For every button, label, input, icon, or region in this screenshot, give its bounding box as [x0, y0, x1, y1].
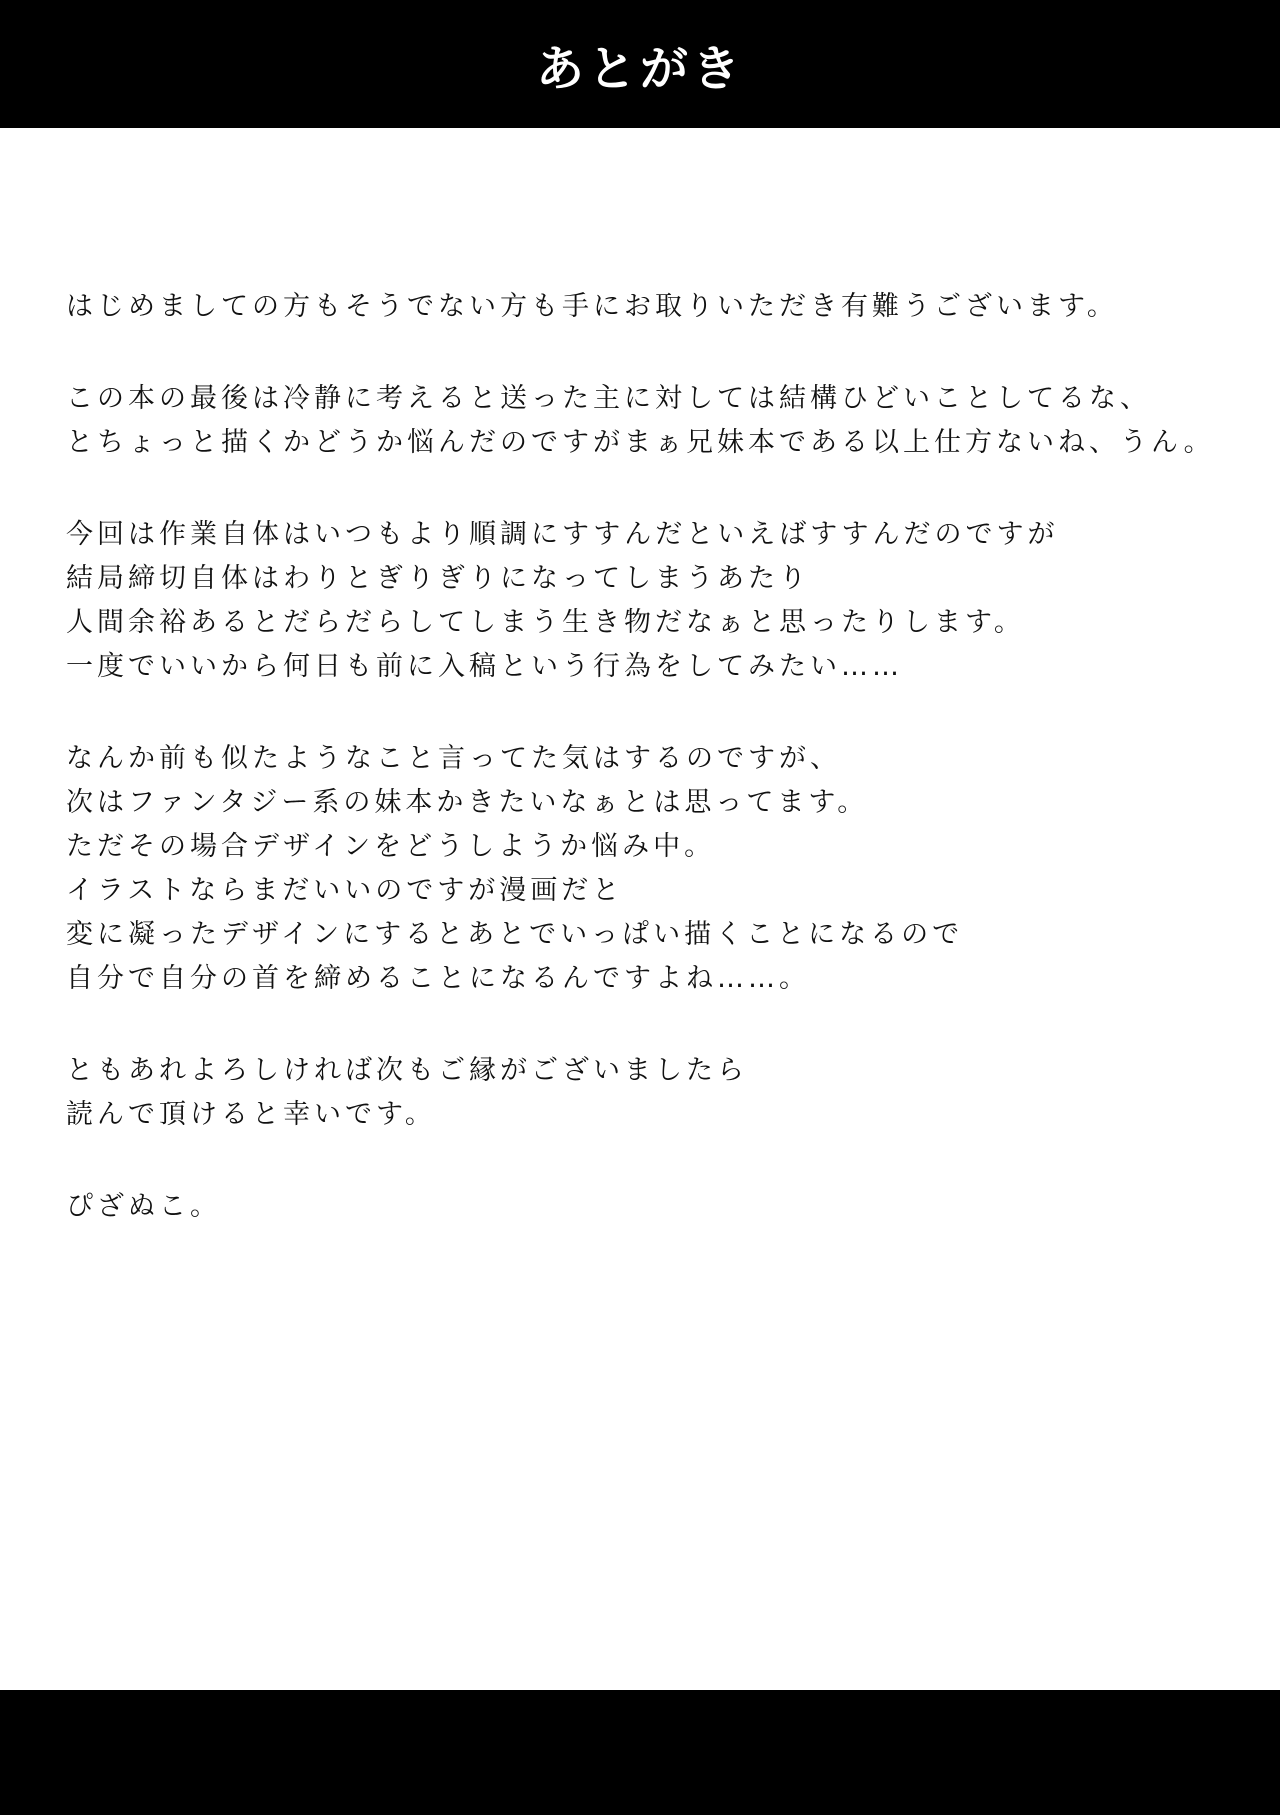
text-line: 変に凝ったデザインにするとあとでいっぱい描くことになるので: [66, 919, 964, 950]
text-line: ともあれよろしければ次もご縁がございましたら: [66, 1055, 748, 1086]
text-line: 人間余裕あるとだらだらしてしまう生き物だなぁと思ったりします。: [66, 607, 1025, 638]
text-line: 今回は作業自体はいつもより順調にすすんだといえばすすんだのですが: [66, 519, 1059, 550]
paragraph-5: [66, 1049, 1216, 1137]
author-signature: ぴざぬこ。: [66, 1191, 221, 1222]
paragraph-2: [66, 377, 1216, 465]
text-line: ただその場合デザインをどうしようか悩み中。: [66, 831, 716, 862]
text-line: はじめましての方もそうでない方も手にお取りいただき有難うございます。: [66, 291, 1118, 322]
text-line: 結局締切自体はわりとぎりぎりになってしまうあたり: [66, 563, 810, 594]
paragraph-3: [66, 513, 1216, 689]
paragraph-1: [66, 285, 1216, 329]
text-line: 読んで頂けると幸いです。: [66, 1099, 436, 1130]
paragraph-4: [66, 737, 1216, 1001]
text-line: なんか前も似たようなこと言ってた気はするのですが、: [66, 743, 841, 774]
footer-bar: [0, 1690, 1280, 1815]
text-line: 自分で自分の首を締めることになるんですよね……。: [66, 963, 810, 994]
text-line: 次はファンタジー系の妹本かきたいなぁとは思ってます。: [66, 787, 869, 818]
afterword-body: [66, 285, 1216, 1229]
text-line: この本の最後は冷静に考えると送った主に対しては結構ひどいことしてるな、: [66, 383, 1151, 414]
text-line: とちょっと描くかどうか悩んだのですがまぁ兄妹本である以上仕方ないね、うん。: [66, 427, 1215, 458]
page-title: あとがき: [535, 40, 744, 97]
text-line: 一度でいいから何日も前に入稿という行為をしてみたい……: [66, 651, 903, 682]
text-line: イラストならまだいいのですが漫画だと: [66, 875, 624, 906]
header-bar: [0, 0, 1280, 128]
